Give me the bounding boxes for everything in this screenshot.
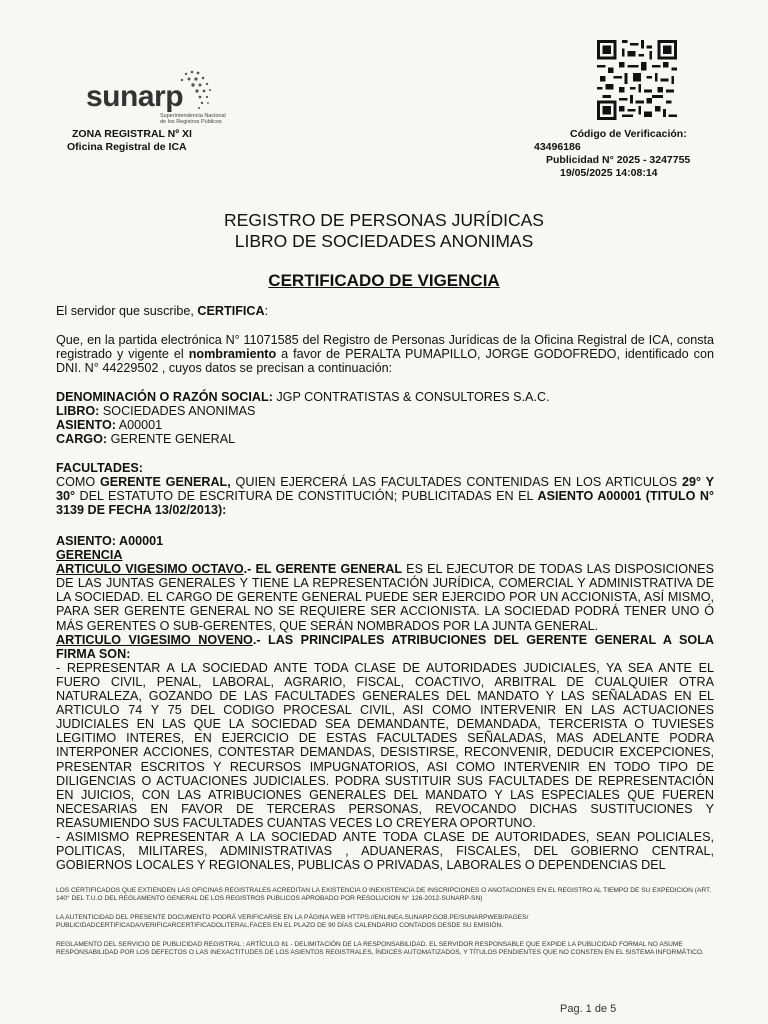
fac-t3: QUIEN EJERCERÁ LAS FACULTADES CONTENIDAS EN LOS ARTICULOS bbox=[230, 475, 682, 490]
articulo-28 bbox=[56, 562, 714, 632]
art28-sep: .- EL GERENTE GENERAL bbox=[243, 562, 403, 577]
facultades-label: FACULTADES: bbox=[56, 461, 143, 475]
atribucion-item-2: - ASIMISMO REPRESENTAR A LA SOCIEDAD ANTE TODA CLASE DE AUTORIDADES, SEAN POLICIALES, POLITICAS, MILITARES, ADMINISTRATIVAS , ADUANERAS, FISCALES, DEL GOBIERNO CENTRAL, GOBIERNOS LOCALES Y REGIONALES, PUBLICAS O PRIVADAS, LABORALES O DEPENDENCIAS DEL bbox=[56, 829, 714, 873]
intro-paragraph bbox=[56, 333, 714, 375]
facultades-text bbox=[56, 475, 714, 517]
zona-registral: ZONA REGISTRAL Nº XI bbox=[72, 128, 192, 140]
publicidad-date: 19/05/2025 14:08:14 bbox=[560, 167, 658, 179]
intro-lead-text: El servidor que suscribe, bbox=[56, 304, 198, 318]
art29-text: .- LAS PRINCIPALES ATRIBUCIONES DEL GERENTE GENERAL A SOLA FIRMA SON: bbox=[56, 632, 714, 661]
oficina-registral: Oficina Registral de ICA bbox=[67, 141, 187, 153]
certificado-title: CERTIFICADO DE VIGENCIA bbox=[268, 271, 500, 290]
atribucion-item-1: - REPRESENTAR A LA SOCIEDAD ANTE TODA CLASE DE AUTORIDADES JUDICIALES, YA SEA ANTE EL FUERO CIVIL, PENAL, LABORAL, AGRARIO, FISCAL, COACTIVO, ARBITRAL DE CUALQUIER OTRA NATURALEZA, GOZANDO DE LAS FACULTADES GENERALES DEL MANDATO Y LAS SEÑALADAS EN EL ARTICULO 74 Y 75 DEL CODIGO PROCESAL CIVIL, ASI COMO INTERVENIR EN LAS ACTUACIONES JUDICIALES EN LAS QUE LA SOCIEDAD SEA DEMANDANTE, DEMANDADA, TERCERISTA O TUVIESES LEGITIMO INTERES, EN EJERCICIO DE ESTAS FACULTADES SEÑALADAS, MAS ADELANTE PODRA INTERPONER ACCIONES, CONTESTAR DEMANDAS, DESISTIRSE, RECONVENIR, DEDUCIR EXCEPCIONES, PRESENTAR ESCRITOS Y RECURSOS IMPUGNATORIOS, ASI COMO INTERVENIR EN TODO TIPO DE DILIGENCIAS O ACTUACIONES JUDICIALES. PODRA SUSTITUIR SUS FACULTADES DE REPRESENTACIÓN EN JUICIOS, CON LAS ATRIBUCIONES GENERALES DEL MANDATO Y LAS ESPECIALES QUE FUEREN NECESARIAS EN FAVOR DE TERCERAS PERSONAS, REVOCANDO DICHAS SUSTITUCIONES Y REASUMIENDO SUS FACULTADES CUANTAS VECES LO CREYERA OPORTUNO. bbox=[56, 660, 714, 830]
header-left bbox=[67, 128, 192, 154]
intro-lead bbox=[56, 304, 714, 318]
denominacion-line bbox=[56, 390, 714, 404]
codigo-verificacion-label: Código de Verificación: bbox=[570, 128, 687, 140]
intro-p1-end: a favor de PERALTA PUMAPILLO, JORGE GODOFREDO, identificado con DNI. N° 44229502 , cuyos datos se precisan a continuación: bbox=[56, 347, 714, 376]
facultades-block bbox=[56, 461, 714, 517]
qr-code-icon bbox=[597, 40, 677, 120]
intro-lead-end: : bbox=[264, 304, 269, 318]
cargo-line bbox=[56, 432, 714, 446]
page-number: Pag. 1 de 5 bbox=[560, 1003, 617, 1015]
asiento-line bbox=[56, 418, 714, 432]
libro-title: LIBRO DE SOCIEDADES ANONIMAS bbox=[234, 231, 534, 251]
asiento-block bbox=[56, 534, 714, 872]
sunarp-logo bbox=[86, 66, 236, 128]
denominacion-label: DENOMINACIÓN O RAZÓN SOCIAL: bbox=[56, 390, 273, 404]
art28-title: ARTICULO VIGESIMO OCTAVO bbox=[56, 562, 244, 577]
header-right bbox=[534, 128, 712, 180]
fac-t5: DEL ESTATUTO DE ESCRITURA DE CONSTITUCIÓN; PUBLICITADAS EN EL bbox=[75, 489, 538, 504]
fac-t4: 29° Y 30° bbox=[56, 475, 715, 504]
gerencia-heading: GERENCIA bbox=[56, 548, 123, 563]
logo-subtitle: Superintendencia Nacional de los Registros Públicos bbox=[160, 113, 226, 125]
datos-block bbox=[56, 390, 714, 446]
denominacion-value: JGP CONTRATISTAS & CONSULTORES S.A.C. bbox=[272, 390, 550, 404]
articulo-29 bbox=[56, 633, 714, 661]
asiento-label: ASIENTO: bbox=[56, 418, 116, 433]
libro-label: LIBRO: bbox=[56, 404, 100, 419]
logo-wordmark: sunarp bbox=[86, 80, 184, 113]
art28-text: ES EL EJECUTOR DE TODAS LAS DISPOSICIONES DE LAS JUNTAS GENERALES Y TIENE LA REPRESENTACIÓN JURÍDICA, COMERCIAL Y ADMINISTRATIVA DE LA SOCIEDAD. EL CARGO DE GERENTE GENERAL PUEDE SER EJERCIDO POR UN ACCIONISTA, ASÍ MISMO, PARA SER GERENTE GENERAL NO SE REQUIERE SER ACCIONISTA. LA SOCIEDAD PODRÁ TENER UNO Ó MÁS GERENTES O SUB-GERENTES, QUE SERÁN NOMBRADOS POR LA JUNTA GENERAL. bbox=[56, 562, 714, 633]
footer-note-3: REGLAMENTO DEL SERVICIO DE PUBLICIDAD REGISTRAL : ARTÍCULO 81 - DELIMITACIÓN DE LA RESPONSABILIDAD. EL SERVIDOR RESPONSABLE QUE EXPIDE LA PUBLICIDAD FORMAL NO ASUME RESPONSABILIDAD POR LOS DEFECTOS O LAS INEXACTITUDES DE LOS ASIENTOS REGISTRALES, ÍNDICES AUTOMATIZADOS, Y TÍTULOS PENDIENTES QUE NO CONSTEN EN EL SISTEMA INFORMÁTICO. bbox=[56, 941, 704, 956]
intro-p1-text: Que, en la partida electrónica N° 11071585 del Registro de Personas Jurídicas de la Oficina Registral de ICA, consta registrado y vigente el bbox=[56, 333, 714, 362]
footer-note-1: LOS CERTIFICADOS QUE EXTIENDEN LAS OFICINAS REGISTRALES ACREDITAN LA EXISTENCIA O INEXISTENCIA DE INSCRIPCIONES O ANOTACIONES EN EL REGISTRO AL TIEMPO DE SU EXPEDICION (ART. 140° DEL T.U.O DEL REGLAMENTO GENERAL DE LOS REGISTROS PUBLICOS APROBADO POR RESOLUCION N° 126-2012-SUNARP-SN) bbox=[56, 887, 712, 902]
fac-t6: ASIENTO A00001 (TITULO N° 3139 DE FECHA 13/02/2013): bbox=[56, 489, 715, 518]
registro-title: REGISTRO DE PERSONAS JURÍDICAS bbox=[224, 210, 544, 230]
fac-t2: GERENTE GENERAL, bbox=[99, 475, 231, 490]
cargo-value: GERENTE GENERAL bbox=[107, 432, 236, 447]
publicidad-number: Publicidad N° 2025 - 3247755 bbox=[546, 154, 691, 166]
asiento-heading: ASIENTO: A00001 bbox=[56, 534, 164, 548]
footer-note-2: LA AUTENTICIDAD DEL PRESENTE DOCUMENTO PODRÁ VERIFICARSE EN LA PÁGINA WEB HTTPS://ENLINEA.SUNARP.GOB.PE/SUNARPWEB/PAGES/ PUBLICIDADCERTIFICADA/VERIFICARCERTIFICADOLITERAL.FACES EN EL PLAZO DE 90 DÍAS CALENDARIO CONTADOS DESDE SU EMISIÓN. bbox=[56, 914, 529, 929]
nombramiento-word: nombramiento bbox=[188, 347, 277, 362]
codigo-verificacion-value: 43496186 bbox=[534, 141, 581, 153]
asiento-value: A00001 bbox=[115, 418, 163, 433]
libro-line bbox=[56, 404, 714, 418]
art29-title: ARTICULO VIGESIMO NOVENO bbox=[56, 632, 253, 647]
cargo-label: CARGO: bbox=[56, 432, 108, 447]
libro-value: SOCIEDADES ANONIMAS bbox=[99, 404, 256, 419]
fac-t1: COMO bbox=[56, 475, 100, 490]
certifica-word: CERTIFICA bbox=[197, 304, 265, 318]
